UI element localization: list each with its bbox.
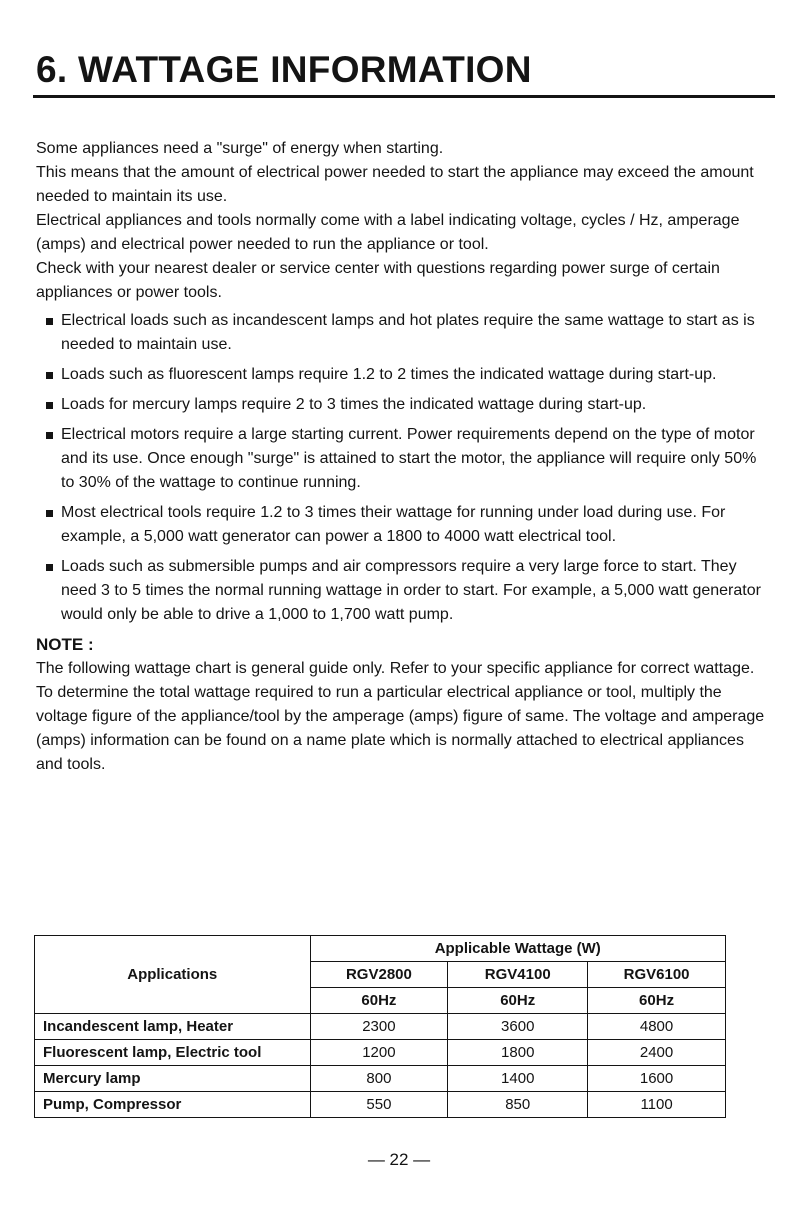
table-row bbox=[35, 1066, 726, 1092]
bullet-square-icon bbox=[46, 564, 53, 571]
wattage-header: Applicable Wattage (W) bbox=[310, 936, 726, 962]
bullet-text: Electrical loads such as incandescent lamps and hot plates require the same wattage to start as is needed to maintain use. bbox=[61, 312, 755, 353]
note-title: NOTE : bbox=[36, 635, 94, 654]
bullet-square-icon bbox=[46, 318, 53, 325]
wattage-cell: 2400 bbox=[588, 1040, 726, 1066]
frequency-header: 60Hz bbox=[448, 988, 588, 1014]
bullet-square-icon bbox=[46, 402, 53, 409]
wattage-cell: 850 bbox=[448, 1092, 588, 1118]
table-header-row bbox=[35, 936, 726, 962]
wattage-cell: 1100 bbox=[588, 1092, 726, 1118]
intro-line: This means that the amount of electrical power needed to start the appliance may exceed the amount needed to maintain its use. bbox=[36, 164, 754, 205]
model-header: RGV4100 bbox=[448, 962, 588, 988]
model-header: RGV2800 bbox=[310, 962, 448, 988]
frequency-header: 60Hz bbox=[310, 988, 448, 1014]
table-row bbox=[35, 1014, 726, 1040]
wattage-cell: 1800 bbox=[448, 1040, 588, 1066]
wattage-cell: 800 bbox=[310, 1066, 448, 1092]
wattage-table bbox=[34, 935, 726, 1118]
bullet-text: Loads such as submersible pumps and air compressors require a very large force to start. They need 3 to 5 times the normal running wattage in order to start. For example, a 5,000 watt generator would only be able to drive a 1,000 to 1,700 watt pump. bbox=[61, 558, 761, 623]
bullet-text: Loads for mercury lamps require 2 to 3 times the indicated wattage during start-up. bbox=[61, 396, 647, 413]
bullet-item bbox=[36, 363, 771, 387]
bullet-item bbox=[36, 423, 771, 495]
bullet-item bbox=[36, 501, 771, 549]
bullet-text: Electrical motors require a large starting current. Power requirements depend on the type of motor and its use. Once enough "surge" is attained to start the motor, the appliance will require only 50% to 30% of the wattage to continue running. bbox=[61, 426, 757, 491]
intro-line: Check with your nearest dealer or service center with questions regarding power surge of certain appliances or power tools. bbox=[36, 260, 720, 301]
intro-line: Some appliances need a "surge" of energy when starting. bbox=[36, 140, 444, 157]
body-text bbox=[36, 137, 771, 777]
application-cell: Pump, Compressor bbox=[35, 1092, 311, 1118]
bullet-text: Loads such as fluorescent lamps require 1.2 to 2 times the indicated wattage during start-up. bbox=[61, 366, 717, 383]
calculation-text: To determine the total wattage required to run a particular electrical appliance or tool, multiply the voltage figure of the appliance/tool by the amperage (amps) figure of same. The voltage and amperage (amps) information can be found on a name plate which is normally attached to electrical appliances and tools. bbox=[36, 684, 765, 773]
bullet-item bbox=[36, 309, 771, 357]
application-cell: Incandescent lamp, Heater bbox=[35, 1014, 311, 1040]
wattage-cell: 1200 bbox=[310, 1040, 448, 1066]
bullet-square-icon bbox=[46, 432, 53, 439]
page-number: — 22 — bbox=[367, 1150, 431, 1169]
frequency-header: 60Hz bbox=[588, 988, 726, 1014]
wattage-cell: 2300 bbox=[310, 1014, 448, 1040]
intro-line: Electrical appliances and tools normally come with a label indicating voltage, cycles / Hz, amperage (amps) and electrical power needed to run the appliance or tool. bbox=[36, 212, 740, 253]
application-cell: Mercury lamp bbox=[35, 1066, 311, 1092]
bullet-list bbox=[36, 309, 771, 627]
bullet-square-icon bbox=[46, 510, 53, 517]
table-row bbox=[35, 1040, 726, 1066]
wattage-cell: 3600 bbox=[448, 1014, 588, 1040]
heading-underline bbox=[33, 95, 775, 98]
bullet-text: Most electrical tools require 1.2 to 3 times their wattage for running under load during use. For example, a 5,000 watt generator can power a 1800 to 4000 watt electrical tool. bbox=[61, 504, 726, 545]
wattage-cell: 4800 bbox=[588, 1014, 726, 1040]
bullet-item bbox=[36, 393, 771, 417]
note-text: The following wattage chart is general guide only. Refer to your specific appliance for correct wattage. bbox=[36, 660, 755, 677]
application-cell: Fluorescent lamp, Electric tool bbox=[35, 1040, 311, 1066]
table-row bbox=[35, 1092, 726, 1118]
wattage-cell: 1600 bbox=[588, 1066, 726, 1092]
applications-header: Applications bbox=[35, 936, 311, 1014]
section-heading: 6. WATTAGE INFORMATION bbox=[36, 49, 532, 90]
wattage-cell: 550 bbox=[310, 1092, 448, 1118]
wattage-cell: 1400 bbox=[448, 1066, 588, 1092]
bullet-item bbox=[36, 555, 771, 627]
bullet-square-icon bbox=[46, 372, 53, 379]
model-header: RGV6100 bbox=[588, 962, 726, 988]
